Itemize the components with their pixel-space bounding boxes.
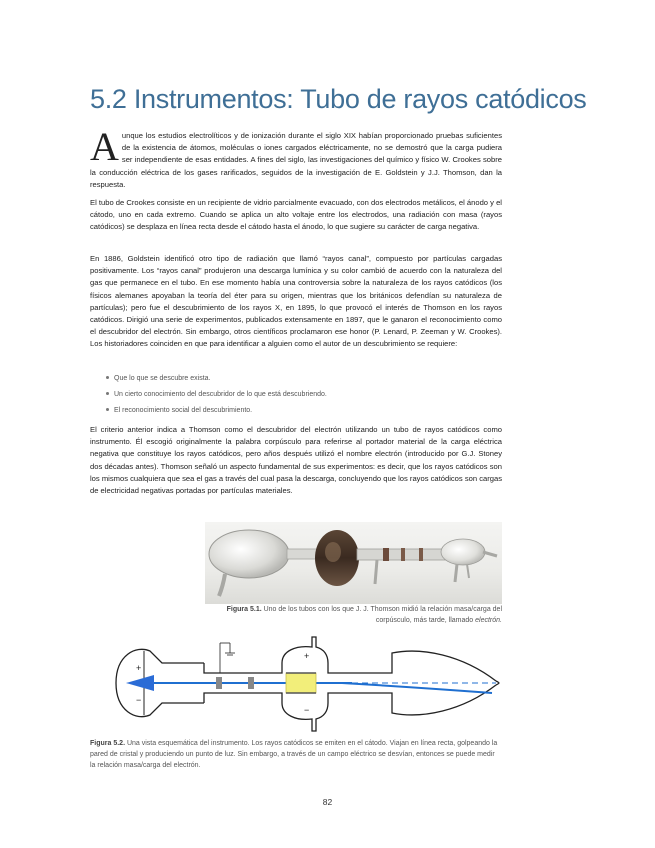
figure-label: Figura 5.1. bbox=[226, 606, 262, 613]
list-item: El reconocimiento social del descubrimiento. bbox=[104, 405, 494, 421]
minus-sign-left: − bbox=[136, 695, 142, 705]
paragraph-crookes-tube: El tubo de Crookes consiste en un recipiente de vidrio parcialmente evacuado, con dos electrodos metálicos, el ánodo y el cátodo, uno en cada extremo. Cuando se aplica un alto voltaje entre los electrodos, una radiación con masa (rayos catódicos) se desplaza en línea recta desde el cátodo hasta el ánodo, lo que sugiere su carácter de carga negativa. bbox=[90, 198, 502, 232]
figure-caption-2: Figura 5.2. Una vista esquemática del instrumento. Los rayos catódicos se emiten en el cátodo. Viajan en línea recta, golpeando la pared de cristal y produciendo un punto de luz. Sin embargo, a través de un campo eléctrico se desvían, entonces se puede medir la relación masa/carga del electrón. bbox=[90, 740, 498, 769]
figure-caption-1: Figura 5.1. Uno de los tubos con los que J. J. Thomson midió la relación masa/carga del corpúsculo, más tarde, llamado electrón. bbox=[226, 606, 502, 624]
thomson-tube-photo bbox=[205, 522, 502, 604]
figure-label: Figura 5.2. bbox=[90, 740, 126, 747]
section-title: 5.2 Instrumentos: Tubo de rayos catódicos bbox=[90, 84, 587, 114]
drop-cap: A bbox=[90, 124, 119, 169]
thomson-tube-illustration bbox=[205, 522, 502, 604]
paragraph-intro bbox=[90, 124, 502, 191]
cathode-ray-tube-diagram bbox=[92, 633, 504, 733]
bullet-icon bbox=[106, 376, 109, 379]
plus-sign-left: + bbox=[136, 663, 142, 673]
page-number: 82 bbox=[322, 797, 333, 807]
list-item: Que lo que se descubre exista. bbox=[104, 373, 494, 389]
plus-sign-plate: + bbox=[304, 651, 310, 661]
bullet-icon bbox=[106, 392, 109, 395]
list-item: Un cierto conocimiento del descubridor de lo que está descubriendo. bbox=[104, 389, 494, 405]
paragraph-thomson: El criterio anterior indica a Thomson como el descubridor del electrón utilizando un tubo de rayos catódicos como instrumento. Él escogió originalmente la palabra corpúsculo para referirse al portador material de la carga eléctrica negativa que constituye los rayos catódicos, pero años después utilizó el nombre electrón (introducido por G.J. Stoney dos décadas antes). Thomson señaló un aspecto fundamental de sus experimentos: es decir, que los rayos catódicos son los mismos cualquiera que sea el gas a través del cual pasa la descarga, concluyendo que los rayos catódicos son cargas de electricidad negativas portadas por partículas materiales. bbox=[90, 425, 502, 496]
minus-sign-plate: − bbox=[304, 705, 310, 715]
paragraph-intro-text: unque los estudios electrolíticos y de ionización durante el siglo XIX habían proporcionado pruebas suficientes de la existencia de átomos, moléculas o iones cargados eléctricamente, no se demostró que la carga pudiera ser independiente de esas entidades. A fines del siglo, las investigaciones del químico y físico W. Crookes sobre la conducción eléctrica de los gases rarificados, seguidos de la investigación de E. Goldstein y J.J. Thomson, dan la respuesta. bbox=[90, 131, 502, 189]
requirements-list bbox=[104, 373, 494, 421]
bullet-icon bbox=[106, 408, 109, 411]
paragraph-goldstein: En 1886, Goldstein identificó otro tipo de radiación que llamó “rayos canal”, compuesto por partículas cargadas positivamente. Los “rayos canal” produjeron una descarga lumínica y su color cambió de acuerdo con la naturaleza del gas que permanece en el tubo. En ese momento había una controversia sobre la naturaleza de los rayos catódicos (los físicos alemanes apoyaban la teoría del éter para su origen, mientras que los británicos defendían su naturaleza de partículas); pero fue el descubrimiento de los rayos X, en 1895, lo que provocó el interés de Thomson en los rayos catódicos. Dirigió una serie de experimentos, publicados extensamente en 1897, que le ganaron el reconocimiento como el descubridor del electrón. Sin embargo, otros científicos proclamaron ese honor (P. Lenard, P. Zeeman y W. Crookes). Los historiadores coinciden en que para identificar a alguien como el autor de un descubrimiento se requiere: bbox=[90, 254, 502, 349]
